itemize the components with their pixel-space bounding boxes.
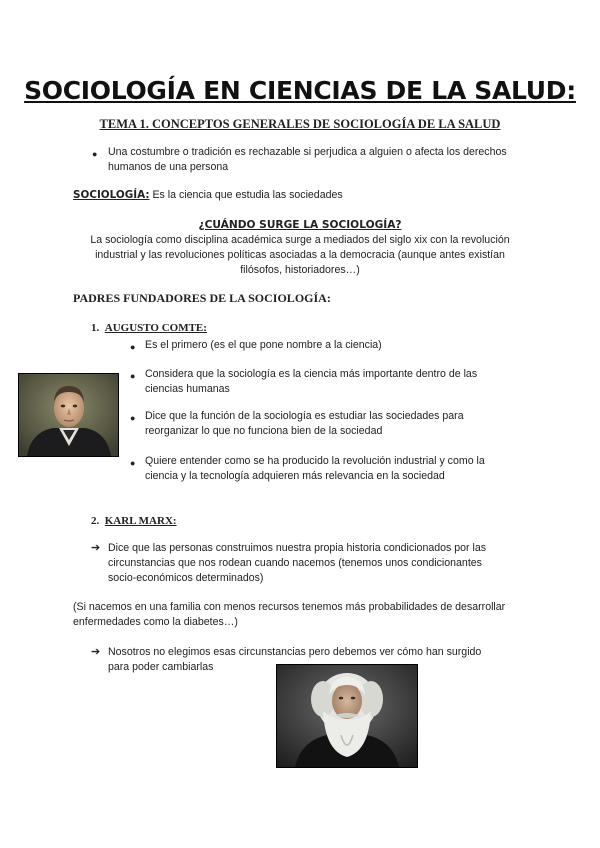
marx-name: KARL MARX: [104, 515, 177, 527]
comte-name: AUGUSTO COMTE: [104, 322, 207, 334]
marx-point-1 [108, 541, 486, 586]
bullet-marker: ● [130, 371, 136, 381]
marx-note [73, 600, 505, 630]
comte-bullet-4 [145, 454, 485, 484]
definition-text: Es la ciencia que estudia las sociedades [149, 189, 343, 201]
text-line: (Si nacemos en una familia con menos recursos tenemos más probabilidades de desarrollar [73, 601, 506, 613]
text-line: Es el primero (es el que pone nombre a la ciencia) [145, 339, 382, 351]
bullet-marker: ● [130, 458, 136, 468]
comte-bullet-3 [145, 409, 464, 439]
text-line: para poder cambiarlas [108, 661, 214, 673]
text-line: Una costumbre o tradición es rechazable si perjudica a alguien o afecta los derechos [108, 146, 507, 158]
marx-heading [91, 515, 177, 527]
text-line: Considera que la sociología es la ciencia más importante dentro de las [145, 368, 478, 380]
when-heading: ¿CUÁNDO SURGE LA SOCIOLOGÍA? [198, 219, 402, 231]
arrow-icon: ➔ [91, 542, 101, 554]
text-line: Quiere entender como se ha producido la revolución industrial y como la [145, 455, 485, 467]
list-number: 2. [91, 515, 100, 527]
bullet-marker: ● [92, 149, 98, 159]
bullet-marker: ● [130, 413, 136, 423]
comte-portrait [18, 373, 119, 457]
comte-bullet-2 [145, 367, 477, 397]
list-number: 1. [91, 322, 100, 334]
definition-label: SOCIOLOGÍA: [73, 189, 150, 201]
comte-bullet-1 [145, 338, 382, 353]
intro-bullet-text [108, 145, 507, 175]
founders-heading: PADRES FUNDADORES DE LA SOCIOLOGÍA: [73, 291, 331, 305]
bullet-marker: ● [130, 342, 136, 352]
comte-heading [91, 322, 207, 334]
text-line: enfermedades como la diabetes…) [73, 616, 238, 628]
when-paragraph [0, 233, 600, 278]
text-line: reorganizar lo que no funciona bien de la sociedad [145, 425, 383, 437]
text-line: ciencia y la tecnología adquieren más relevancia en la sociedad [145, 470, 445, 482]
text-line: filósofos, historiadores…) [240, 264, 360, 276]
marx-portrait [276, 664, 418, 768]
text-line: socio-económicos determinados) [108, 572, 264, 584]
text-line: humanos de una persona [108, 161, 229, 173]
text-line: Dice que la función de la sociología es estudiar las sociedades para [145, 410, 464, 422]
text-line: Nosotros no elegimos esas circunstancias pero debemos ver cómo han surgido [108, 646, 482, 658]
definition [73, 188, 343, 203]
text-line: circunstancias que nos rodean cuando nacemos (tenemos unos condicionantes [108, 557, 482, 569]
text-line: La sociología como disciplina académica surge a mediados del siglo xix con la revolución [90, 234, 510, 246]
page-title: SOCIOLOGÍA EN CIENCIAS DE LA SALUD: [24, 76, 576, 105]
arrow-icon: ➔ [91, 646, 101, 658]
page-subtitle: TEMA 1. CONCEPTOS GENERALES DE SOCIOLOGÍA DE LA SALUD [99, 117, 501, 131]
text-line: ciencias humanas [145, 383, 230, 395]
text-line: industrial y las revoluciones políticas asociadas a la democracia (aunque antes existían [95, 249, 505, 261]
text-line: Dice que las personas construimos nuestra propia historia condicionados por las [108, 542, 487, 554]
